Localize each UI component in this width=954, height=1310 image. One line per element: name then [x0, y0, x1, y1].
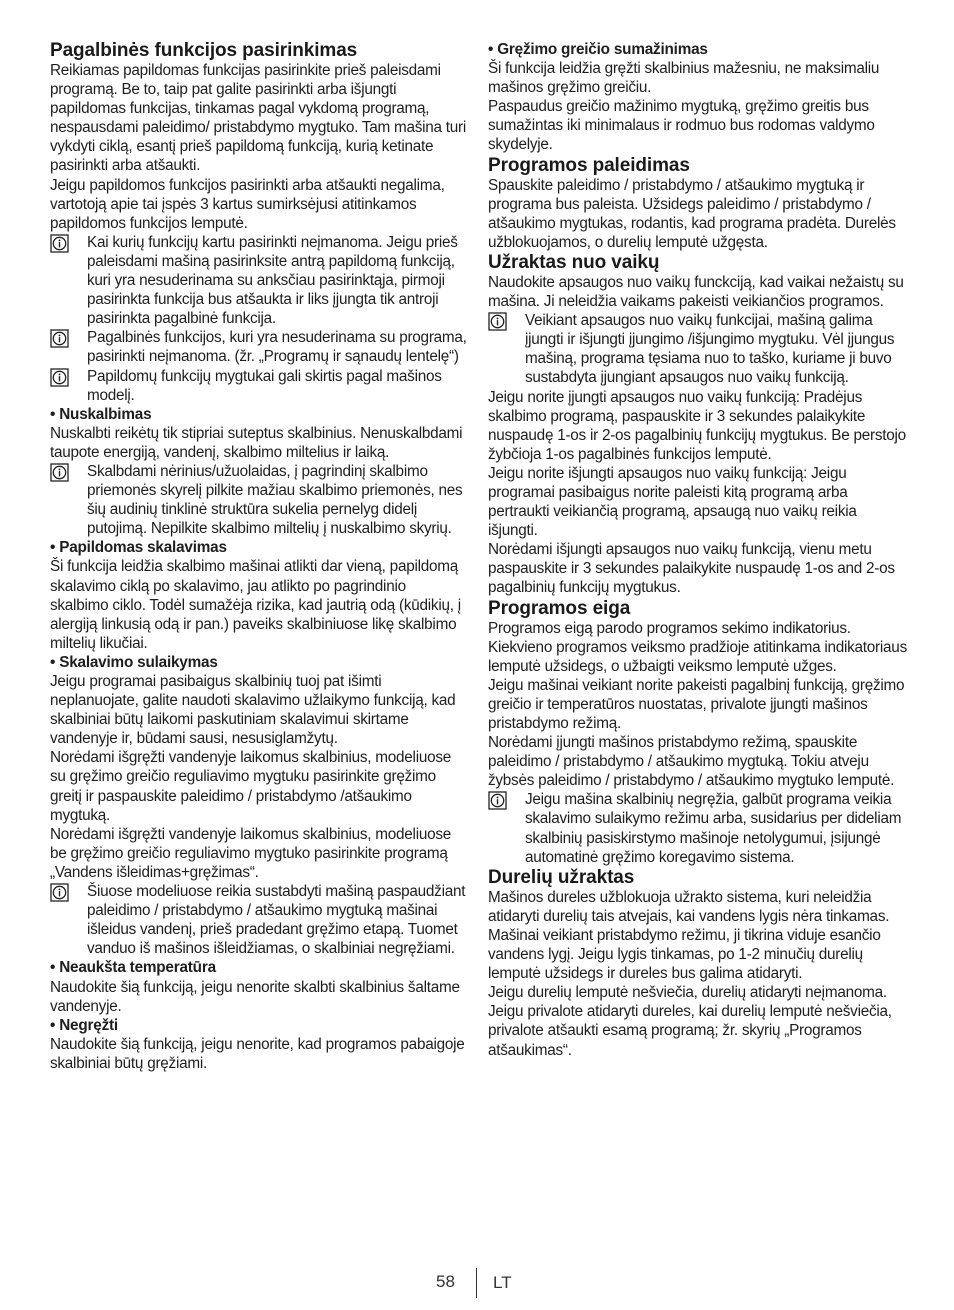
- heading-child-lock: Užraktas nuo vaikų: [488, 251, 660, 273]
- language-code: LT: [493, 1273, 512, 1292]
- info-icon: [50, 328, 87, 353]
- note-text: Kai kurių funkcijų kartu pasirinkti neįmanoma. Jeigu prieš paleisdami mašiną pasirinksite antrą papildomą funkciją, kuri yra nesuderinama su anksčiau pasirinktąja, pirmoji pasirinkta funkcija bus atšaukta ir liks įjungta tik antroji pasirinkta pagalbinė funkcija.: [87, 233, 458, 328]
- paragraph: Norėdami išjungti apsaugos nuo vaikų funkciją, vienu metu paspauskite ir 3 sekundes palaikykite nuspaudę 1-os and 2-os pagalbinių funkcijų mygtukus.: [488, 541, 895, 597]
- paragraph: Naudokite šią funkciją, jeigu nenorite, kad programos pabaigoje skalbiniai būtų gręžiami.: [50, 1035, 465, 1072]
- paragraph: Naudokite šią funkciją, jeigu nenorite skalbti skalbinius šaltame vandenyje.: [50, 978, 460, 1015]
- page-number: 58: [436, 1272, 455, 1291]
- paragraph: Reikiamas papildomas funkcijas pasirinkite prieš paleisdami programą. Be to, taip pat galite pasirinkti arba išjungti papildomas funkcijas, tinkamas pagal vykdomą programą, nespausdami paleidimo/ pristabdymo mygtuko. Tam mašina turi vykdyti ciklą, esantį prieš papildomą funkciją, kurią ketinate pasirinkti arba atšaukti.: [50, 62, 467, 175]
- info-icon: [488, 311, 525, 336]
- info-note: [50, 367, 468, 405]
- footer-divider: [476, 1268, 477, 1298]
- info-note: [50, 328, 468, 366]
- paragraph: Jeigu mašinai veikiant norite pakeisti pagalbinį funkciją, gręžimo greičio ir temperatūros nuostatas, privalote įjungti mašinos pristabdymo režimą.: [488, 676, 905, 732]
- bullet-low-temperature: • Neaukšta temperatūra: [50, 959, 216, 977]
- paragraph: Ši funkcija leidžia gręžti skalbinius mažesniu, ne maksimaliu mašinos gręžimo greičiu.: [488, 60, 880, 97]
- note-text: Skalbdami nėrinius/užuolaidas, į pagrindinį skalbimo priemonės skyrelį pilkite mažiau skalbimo priemonės, nes šių audinių tinklinė struktūra sukelia pernelyg didelį putojimą. Nepilkite skalbimo miltelių į nuskalbimo skyrių.: [87, 462, 463, 538]
- info-icon: [50, 462, 87, 487]
- info-note: [50, 233, 468, 328]
- left-column: [50, 40, 468, 1073]
- bullet-no-spin: • Negręžti: [50, 1016, 118, 1034]
- paragraph: Norėdami išgręžti vandenyje laikomus skalbinius, modeliuose su gręžimo greičio reguliavimo mygtuku pasirinkite gręžimo greitį ir paspauskite paleidimo / pristabdymo /atšaukimo mygtuką.: [50, 749, 452, 824]
- note-text: Šiuose modeliuose reikia sustabdyti mašiną paspaudžiant paleidimo / pristabdymo / atšaukimo mygtuką mašinai išleidus vandenį, prieš pradedant gręžimo etapą. Tuomet vanduo iš mašinos išleidžiamas, o skalbiniai negręžiami.: [87, 883, 466, 958]
- paragraph: Jeigu norite išjungti apsaugos nuo vaikų funkciją: Jeigu programai pasibaigus norite paleisti kitą programą arba pertraukti veikiančią programą, apsaugą nuo vaikų reikia išjungti.: [488, 464, 857, 540]
- paragraph: Jeigu programai pasibaigus skalbinių tuoj pat išimti neplanuojate, galite naudoti skalavimo užlaikymo funkciją, kad skalbiniai būtų laikomi paskutiniam skalavimui skirtame vandenyje ir, būdami sausi, nesusiglamžytų.: [50, 673, 456, 748]
- heading-program-progress: Programos eiga: [488, 597, 631, 619]
- info-icon: [50, 882, 87, 907]
- paragraph: Mašinos dureles užblokuoja užrakto sistema, kuri neleidžia atidaryti durelių tais atvejais, kai vandens lygis nėra tinkamas.: [488, 888, 890, 925]
- paragraph: Ši funkcija leidžia skalbimo mašinai atlikti dar vieną, papildomą skalavimo ciklą po skalavimo, jau atlikto po pagrindinio skalbimo ciklo. Todėl sumažėja rizika, kad jautrią odą (kūdikių, į alergiją linkusią odą ir pan.) paveiks skalbiniuose likę skalbimo miltelių likučiai.: [50, 558, 461, 652]
- paragraph: Nuskalbti reikėtų tik stipriai suteptus skalbinius. Nenuskalbdami taupote energiją, vandenį, skalbimo miltelius ir laiką.: [50, 424, 463, 461]
- note-text: Papildomų funkcijų mygtukai gali skirtis pagal mašinos modelį.: [87, 367, 442, 404]
- info-icon: [50, 233, 87, 258]
- bullet-prewash: • Nuskalbimas: [50, 405, 152, 423]
- paragraph: Spauskite paleidimo / pristabdymo / atšaukimo mygtuką ir programa bus paleista. Užsidegs paleidimo / pristabdymo / atšaukimo mygtukas, rodantis, kad programa pradėta. Durelės užblokuojamos, o durelių lemputė užgęsta.: [488, 176, 896, 251]
- paragraph: Jeigu durelių lemputė nešviečia, durelių atidaryti neįmanoma. Jeigu privalote atidaryti dureles, kai durelių lemputė nešviečia, privalote atšaukti esamą programą; žr. skyrių „Programos atšaukimas“.: [488, 984, 892, 1059]
- right-column: [488, 40, 908, 1060]
- bullet-spin-reduction: • Gręžimo greičio sumažinimas: [488, 41, 708, 58]
- paragraph: Programos eigą parodo programos sekimo indikatorius. Kiekvieno programos veiksmo pradžioje atitinkama indikatoriaus lemputė užsidegs, o užbaigti veiksmo lemputė užges.: [488, 619, 907, 675]
- bullet-rinse-hold: • Skalavimo sulaikymas: [50, 653, 218, 671]
- info-note: [50, 882, 468, 958]
- heading-door-lock: Durelių užraktas: [488, 866, 635, 888]
- info-note: [488, 790, 908, 866]
- note-text: Veikiant apsaugos nuo vaikų funkcijai, mašiną galima įjungti ir išjungti įjungimo /išjungimo mygtuku. Vėl įjungus mašiną, programa tęsiama nuo to taško, kuriame ji buvo sustabdyta įjungiant apsaugos nuo vaikų funkciją.: [525, 312, 895, 387]
- paragraph: Jeigu papildomos funkcijos pasirinkti arba atšaukti negalima, vartotoją apie tai įspės 3 kartus sumirksėjusi atitinkamos papildomos funkcijos lemputė.: [50, 176, 445, 232]
- bullet-extra-rinse: • Papildomas skalavimas: [50, 539, 227, 557]
- paragraph: Norėdami išgręžti vandenyje laikomus skalbinius, modeliuose be gręžimo greičio reguliavimo mygtuko pasirinkite programą „Vandens išleidimas+gręžimas“.: [50, 825, 452, 881]
- paragraph: Jeigu norite įjungti apsaugos nuo vaikų funkciją: Pradėjus skalbimo programą, paspauskite ir 3 sekundes palaikykite nuspaudę 1-os ir 2-os pagalbinių funkcijų mygtukus. Be perstojo žybčioja 1-os pagalbinės funkcijos lemputė.: [488, 388, 906, 463]
- info-icon: [50, 367, 87, 392]
- info-note: [488, 311, 908, 387]
- paragraph: Mašinai veikiant pristabdymo režimu, ji tikrina viduje esančio vandens lygį. Jeigu lygis tinkamas, po 1-2 minučių durelių lemputė užsidegs ir dureles bus galima atidaryti.: [488, 926, 881, 983]
- paragraph: Norėdami įjungti mašinos pristabdymo režimą, spauskite paleidimo / pristabdymo / atšaukimo mygtuką. Tokiu atveju žybsės paleidimo / pristabdymo / atšaukimo mygtuko lemputė.: [488, 734, 895, 790]
- note-text: Pagalbinės funkcijos, kuri yra nesuderinama su programa, pasirinkti neįmanoma. (žr. „Programų ir sąnaudų lentelę“): [87, 329, 467, 366]
- info-note: [50, 462, 468, 538]
- heading-program-start: Programos paleidimas: [488, 154, 690, 176]
- page-footer: [0, 1272, 954, 1300]
- info-icon: [488, 790, 525, 815]
- note-text: Jeigu mašina skalbinių negręžia, galbūt programa veikia skalavimo sulaikymo režimu arba, susidarius per dideliam skalbinių pasiskirstymo mašinoje netolygumui, įsijungė automatinė gręžimo koregavimo sistema.: [525, 791, 902, 866]
- paragraph: Naudokite apsaugos nuo vaikų funckciją, kad vaikai nežaistų su mašina. Ji neleidžia vaikams pakeisti veikiančios programos.: [488, 273, 904, 311]
- paragraph: Paspaudus greičio mažinimo mygtuką, gręžimo greitis bus sumažintas iki minimalaus ir rodmuo bus rodomas valdymo skydelyje.: [488, 98, 875, 154]
- heading-aux-functions: Pagalbinės funkcijos pasirinkimas: [50, 40, 358, 61]
